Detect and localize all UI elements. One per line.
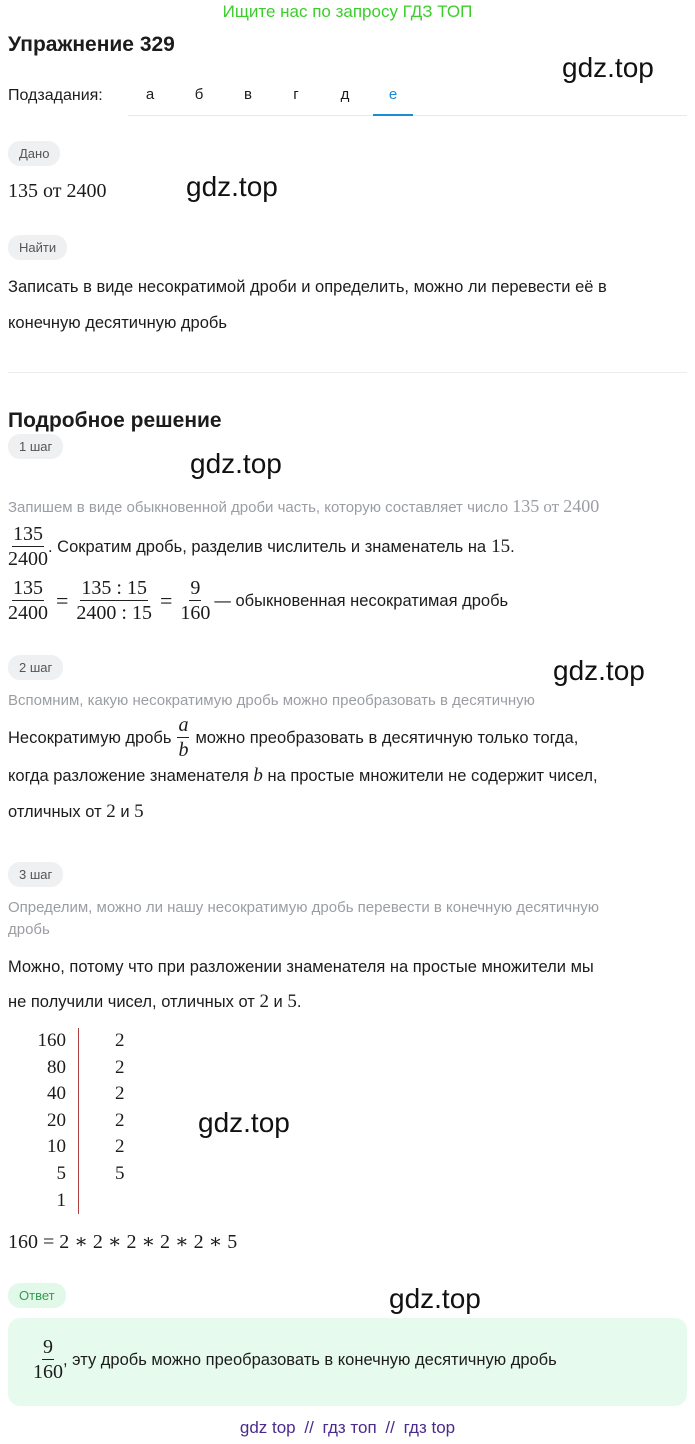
factor-dividend: 40 <box>47 1083 66 1105</box>
frac-num: 135 : 15 <box>81 577 147 599</box>
watermark: gdz.top <box>198 1107 290 1138</box>
factor-product: 160 = 2 ∗ 2 ∗ 2 ∗ 2 ∗ 2 ∗ 5 <box>8 1231 238 1253</box>
factor-divisor: 2 <box>115 1136 125 1158</box>
step3-l2-end: . <box>296 993 302 1011</box>
frac-den: 2400 : 15 <box>76 602 152 624</box>
step3-hint-2: дробь <box>8 921 50 938</box>
tab-e[interactable]: е <box>373 86 413 116</box>
factor-dividend: 160 <box>37 1030 66 1051</box>
step3-line-2 <box>8 992 301 1012</box>
factor-dividend: 20 <box>47 1109 66 1131</box>
fraction-division <box>76 577 152 624</box>
factor-divisor: 2 <box>115 1030 125 1051</box>
step1-hint-text: Запишем в виде обыкновенной дроби часть, которую составляет число <box>8 499 509 516</box>
factor-dividend: 10 <box>47 1136 66 1158</box>
given-a: 135 <box>8 180 38 202</box>
subtasks-label: Подзадания: <box>8 87 103 104</box>
find-line-2: конечную десятичную дробь <box>8 314 227 332</box>
frac-den: 2400 <box>8 602 48 624</box>
footer-sep-1: // <box>304 1418 314 1437</box>
frac-den: 160 <box>180 602 211 624</box>
footer-link-3[interactable]: гдз top <box>403 1418 456 1437</box>
frac-num: 9 <box>43 1336 53 1358</box>
var-b: b <box>253 765 263 786</box>
step2-l2-pre: когда разложение знаменателя <box>8 767 249 785</box>
answer-badge: Ответ <box>8 1283 66 1308</box>
step2-l2-post: на простые множители не содержит чисел, <box>267 767 598 785</box>
factor-divisor: 2 <box>115 1083 125 1105</box>
factor-dividend: 80 <box>47 1056 66 1078</box>
equals-sign: = <box>159 587 173 613</box>
step1-hint <box>8 496 599 518</box>
factor-dividends <box>8 1028 66 1214</box>
step3-l2-pre: не получили чисел, отличных от <box>8 993 255 1011</box>
factor-divisor: 2 <box>115 1056 125 1078</box>
frac-num: a <box>178 714 189 736</box>
footer-sep-2: // <box>385 1418 395 1437</box>
fraction-135-2400 <box>8 577 48 624</box>
answer-content <box>33 1336 557 1383</box>
factor-divider-line <box>78 1028 79 1214</box>
watermark: gdz.top <box>553 655 645 686</box>
num-5: 5 <box>134 801 144 822</box>
step2-hint: Вспомним, какую несократимую дробь можно преобразовать в десятичную <box>8 692 535 709</box>
step1-hint-a: 135 <box>512 496 540 516</box>
factorization-table <box>8 1028 125 1214</box>
step1-reduce-end: . <box>510 537 515 556</box>
step1-badge: 1 шаг <box>8 434 63 459</box>
tab-d[interactable]: д <box>340 86 350 103</box>
frac-num: 9 <box>190 577 201 599</box>
tab-g[interactable]: г <box>293 86 299 103</box>
frac-den: b <box>178 739 189 761</box>
step3-hint-1: Определим, можно ли нашу несократимую дробь перевести в конечную десятичную <box>8 899 600 916</box>
step3-badge: 3 шаг <box>8 862 63 887</box>
step2-line-2 <box>8 766 598 786</box>
search-banner: Ищите нас по запросу ГДЗ ТОП <box>222 2 473 21</box>
step1-eq-tail: — обыкновенная несократимая дробь <box>214 591 509 610</box>
fraction-135-2400 <box>8 523 48 570</box>
find-badge: Найти <box>8 235 67 260</box>
fraction-a-b <box>177 714 189 761</box>
step2-line-3 <box>8 802 144 822</box>
fraction-9-160 <box>33 1336 63 1383</box>
word-and: и <box>273 993 283 1011</box>
subtask-tabs <box>128 76 687 116</box>
equals-sign: = <box>56 587 69 613</box>
factor-dividend: 1 <box>56 1189 66 1211</box>
step1-hint-b: 2400 <box>563 496 600 516</box>
frac-den: 2400 <box>8 548 48 570</box>
watermark: gdz.top <box>389 1283 481 1314</box>
page-title: Упражнение 329 <box>8 33 175 56</box>
tab-v[interactable]: в <box>244 86 252 103</box>
footer-link-1[interactable]: gdz top <box>239 1418 296 1437</box>
step3-line-1: Можно, потому что при разложении знаменателя на простые множители мы <box>8 958 594 976</box>
frac-den: 160 <box>33 1361 63 1383</box>
step1-reduce-line <box>8 523 515 570</box>
answer-box <box>8 1318 687 1406</box>
step2-badge: 2 шаг <box>8 655 63 680</box>
step1-hint-of: от <box>543 497 560 516</box>
step1-reduce-by: 15 <box>491 535 511 557</box>
step2-l1-pre: Несократимую дробь <box>8 728 172 747</box>
given-expression <box>8 180 106 203</box>
word-and: и <box>120 803 130 821</box>
num-5: 5 <box>287 991 297 1012</box>
given-badge: Дано <box>8 141 60 166</box>
given-b: 2400 <box>66 180 107 202</box>
tab-a[interactable]: а <box>145 86 155 103</box>
factor-divisor: 2 <box>115 1109 125 1131</box>
find-line-1: Записать в виде несократимой дроби и определить, можно ли перевести её в <box>8 278 607 296</box>
given-of: от <box>43 180 62 202</box>
num-2: 2 <box>106 801 116 822</box>
step2-l3-pre: отличных от <box>8 803 102 821</box>
factor-divisor: 5 <box>115 1162 125 1184</box>
divider <box>8 372 687 373</box>
frac-num: 135 <box>13 523 43 545</box>
fraction-9-160 <box>180 577 210 624</box>
num-2: 2 <box>259 991 269 1012</box>
watermark: gdz.top <box>190 448 282 479</box>
footer-links <box>0 1418 695 1438</box>
footer-link-2[interactable]: гдз топ <box>322 1418 377 1437</box>
frac-num: 135 <box>13 577 43 599</box>
watermark: gdz.top <box>186 171 278 202</box>
answer-text: , эту дробь можно преобразовать в конечную десятичную дробь <box>63 1350 557 1369</box>
step1-equation <box>8 577 508 624</box>
watermark: gdz.top <box>562 52 654 83</box>
factor-divisors <box>115 1028 125 1214</box>
tab-b[interactable]: б <box>194 86 204 103</box>
step2-l1-post: можно преобразовать в десятичную только тогда, <box>195 728 579 747</box>
solution-title: Подробное решение <box>8 409 222 432</box>
factor-dividend: 5 <box>56 1162 66 1184</box>
step2-line-1 <box>8 714 578 761</box>
step1-reduce-text: . Сократим дробь, разделив числитель и знаменатель на <box>48 537 487 556</box>
